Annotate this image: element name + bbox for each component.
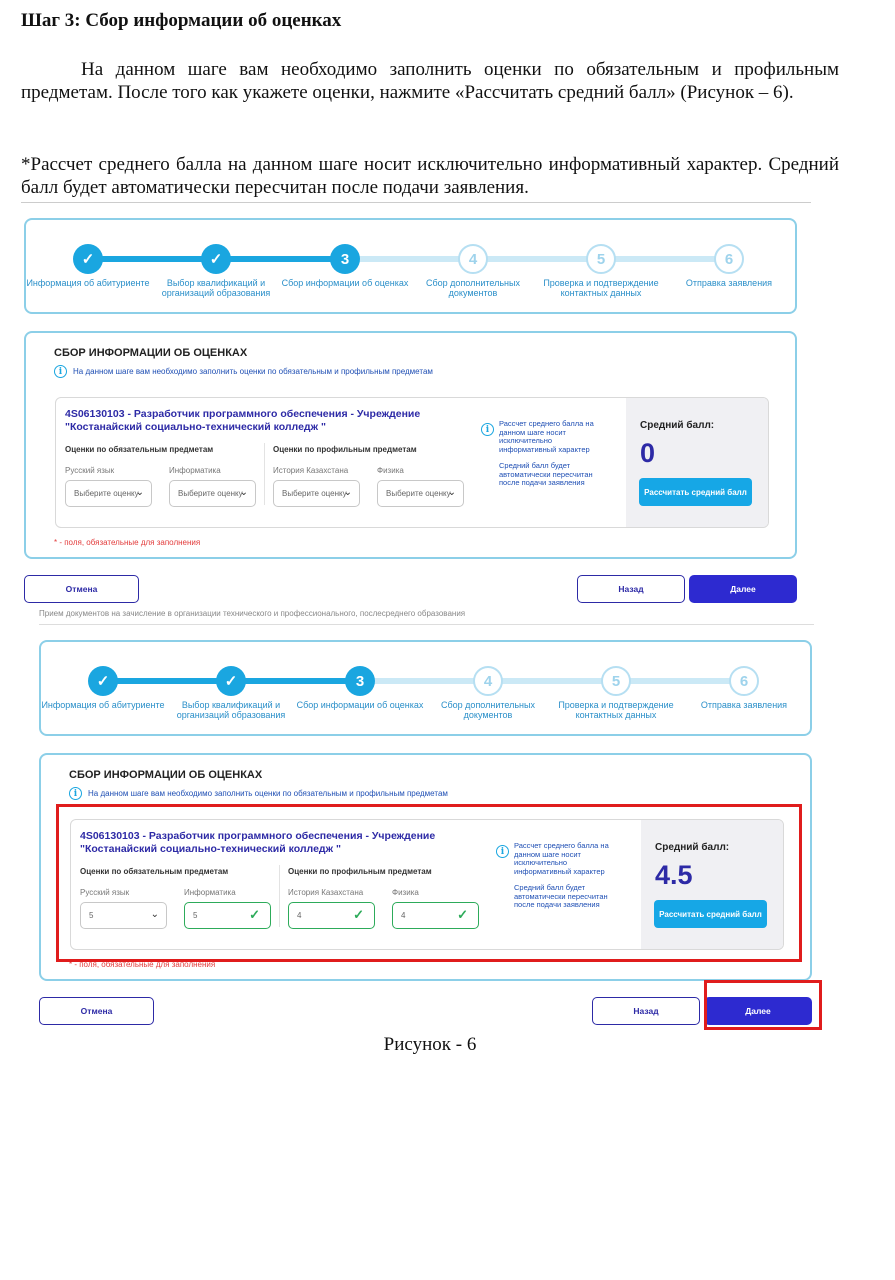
subject-label: История Казахстана bbox=[273, 466, 349, 475]
required-note: * - поля, обязательные для заполнения bbox=[54, 538, 201, 547]
back-button[interactable]: Назад bbox=[592, 997, 700, 1025]
cancel-button[interactable]: Отмена bbox=[39, 997, 154, 1025]
grade-select-informatics[interactable] bbox=[169, 480, 256, 507]
step-3-circle: 3 bbox=[330, 244, 360, 274]
screenshot-filled bbox=[39, 640, 814, 1040]
next-button[interactable]: Далее bbox=[689, 575, 797, 603]
grade-select-value: 5 bbox=[193, 911, 198, 920]
subject-label: Физика bbox=[392, 888, 419, 897]
form-info bbox=[69, 787, 448, 800]
stepper-progress-remaining bbox=[345, 256, 729, 262]
step-6-label: Отправка заявления bbox=[700, 700, 788, 710]
step-1-check-icon: ✓ bbox=[88, 666, 118, 696]
average-label: Средний балл: bbox=[655, 842, 730, 853]
highlight-box-grades bbox=[56, 804, 802, 962]
subject-label: История Казахстана bbox=[288, 888, 364, 897]
check-icon: ✓ bbox=[457, 907, 468, 922]
info-icon: i bbox=[481, 423, 494, 436]
step-3-circle: 3 bbox=[345, 666, 375, 696]
step-2-check-icon: ✓ bbox=[201, 244, 231, 274]
divider bbox=[21, 202, 811, 203]
program-card bbox=[55, 397, 769, 528]
info-icon: i bbox=[54, 365, 67, 378]
back-button[interactable]: Назад bbox=[577, 575, 685, 603]
subject-label: Физика bbox=[377, 466, 404, 475]
subject-label: Русский язык bbox=[80, 888, 130, 897]
calculate-average-button[interactable]: Рассчитать средний балл bbox=[639, 478, 752, 506]
chevron-down-icon: ⌄ bbox=[447, 487, 456, 498]
average-panel bbox=[626, 398, 769, 528]
grade-select-physics[interactable] bbox=[377, 480, 464, 507]
program-title: 4S06130103 - Разработчик программного обеспечения - Учреждение "Костанайский социально-технический колледж " bbox=[65, 408, 421, 433]
profile-group-label: Оценки по профильным предметам bbox=[273, 445, 417, 454]
grade-select-value: Выберите оценку bbox=[386, 489, 451, 498]
doc-note: *Рассчет среднего балла на данном шаге носит исключительно информативный характер. Средний балл будет автоматически пересчитан после подачи заявления. bbox=[21, 154, 839, 198]
step-6-label: Отправка заявления bbox=[685, 278, 773, 288]
step-4-label: Сбор дополнительных документов bbox=[441, 700, 535, 720]
step-3-label: Сбор информации об оценках bbox=[281, 278, 409, 288]
grade-select-value: Выберите оценку bbox=[74, 489, 139, 498]
screenshot-initial bbox=[24, 218, 799, 618]
group-divider bbox=[264, 443, 265, 505]
step-5-label: Проверка и подтверждение контактных данных bbox=[558, 700, 674, 720]
chevron-down-icon: ⌄ bbox=[343, 487, 352, 498]
form-info bbox=[54, 365, 433, 378]
grade-select-value: Выберите оценку bbox=[178, 489, 243, 498]
step-4-circle: 4 bbox=[473, 666, 503, 696]
program-title: 4S06130103 - Разработчик программного обеспечения - Учреждение "Костанайский социально-технический колледж " bbox=[80, 830, 436, 855]
next-button[interactable]: Далее bbox=[704, 997, 812, 1025]
grade-select-history[interactable] bbox=[273, 480, 360, 507]
mandatory-group-label: Оценки по обязательным предметам bbox=[65, 445, 214, 454]
info-icon: i bbox=[69, 787, 82, 800]
step-5-circle: 5 bbox=[601, 666, 631, 696]
step-1-label: Информация об абитуриенте bbox=[26, 278, 150, 288]
chevron-down-icon: ⌄ bbox=[239, 487, 248, 498]
divider bbox=[39, 624, 814, 625]
calculate-average-button[interactable]: Рассчитать средний балл bbox=[654, 900, 767, 928]
grade-select-value: 4 bbox=[401, 911, 406, 920]
step-3-label: Сбор информации об оценках bbox=[296, 700, 424, 710]
cancel-button[interactable]: Отмена bbox=[24, 575, 139, 603]
check-icon: ✓ bbox=[353, 907, 364, 922]
subject-label: Информатика bbox=[184, 888, 236, 897]
step-2-label: Выбор квалификаций и организаций образования bbox=[176, 700, 286, 720]
stepper bbox=[39, 640, 812, 736]
chevron-down-icon: ⌄ bbox=[135, 487, 144, 498]
step-4-label: Сбор дополнительных документов bbox=[426, 278, 520, 298]
doc-heading: Шаг 3: Сбор информации об оценках bbox=[21, 10, 342, 31]
profile-group-label: Оценки по профильным предметам bbox=[288, 867, 432, 876]
notice-text: Средний балл будет автоматически пересчитан после подачи заявления bbox=[499, 461, 593, 487]
check-icon: ✓ bbox=[249, 907, 260, 922]
step-6-circle: 6 bbox=[729, 666, 759, 696]
average-value: 4.5 bbox=[655, 860, 693, 890]
stepper-progress-remaining bbox=[360, 678, 744, 684]
chevron-down-icon: ⌄ bbox=[150, 909, 159, 920]
notice-text: Рассчет среднего балла на данном шаге носит исключительно информативный характер bbox=[514, 841, 609, 876]
subject-label: Информатика bbox=[169, 466, 221, 475]
stepper bbox=[24, 218, 797, 314]
info-icon: i bbox=[496, 845, 509, 858]
step-2-label: Выбор квалификаций и организаций образования bbox=[161, 278, 271, 298]
step-1-label: Информация об абитуриенте bbox=[41, 700, 165, 710]
step-4-circle: 4 bbox=[458, 244, 488, 274]
highlight-box-next bbox=[704, 980, 822, 1030]
step-5-label: Проверка и подтверждение контактных данных bbox=[543, 278, 659, 298]
form-info-text: На данном шаге вам необходимо заполнить оценки по обязательным и профильным предметам bbox=[73, 367, 433, 376]
footer-note: Прием документов на зачисление в организации технического и профессионального, послесреднего образования bbox=[39, 609, 466, 618]
grade-select-value: 4 bbox=[297, 911, 302, 920]
step-5-circle: 5 bbox=[586, 244, 616, 274]
figure-caption: Рисунок - 6 bbox=[383, 1034, 477, 1055]
average-label: Средний балл: bbox=[640, 420, 715, 431]
doc-paragraph: На данном шаге вам необходимо заполнить оценки по обязательным и профильным предметам. После того как укажете оценки, нажмите «Рассчитать средний балл» (Рисунок – 6). bbox=[21, 59, 839, 103]
grade-select-russian[interactable] bbox=[65, 480, 152, 507]
average-value: 0 bbox=[640, 438, 656, 468]
notice-text: Рассчет среднего балла на данном шаге носит исключительно информативный характер bbox=[499, 419, 594, 454]
subject-label: Русский язык bbox=[65, 466, 115, 475]
form-title: СБОР ИНФОРМАЦИИ ОБ ОЦЕНКАХ bbox=[54, 347, 248, 359]
grades-form bbox=[24, 331, 797, 559]
required-note: * - поля, обязательные для заполнения bbox=[69, 960, 216, 969]
step-1-check-icon: ✓ bbox=[73, 244, 103, 274]
notice-text: Средний балл будет автоматически пересчитан после подачи заявления bbox=[514, 883, 608, 909]
mandatory-group-label: Оценки по обязательным предметам bbox=[80, 867, 229, 876]
form-title: СБОР ИНФОРМАЦИИ ОБ ОЦЕНКАХ bbox=[69, 769, 263, 781]
grade-select-value: 5 bbox=[89, 911, 94, 920]
grade-select-value: Выберите оценку bbox=[282, 489, 347, 498]
step-6-circle: 6 bbox=[714, 244, 744, 274]
step-2-check-icon: ✓ bbox=[216, 666, 246, 696]
form-info-text: На данном шаге вам необходимо заполнить оценки по обязательным и профильным предметам bbox=[88, 789, 448, 798]
